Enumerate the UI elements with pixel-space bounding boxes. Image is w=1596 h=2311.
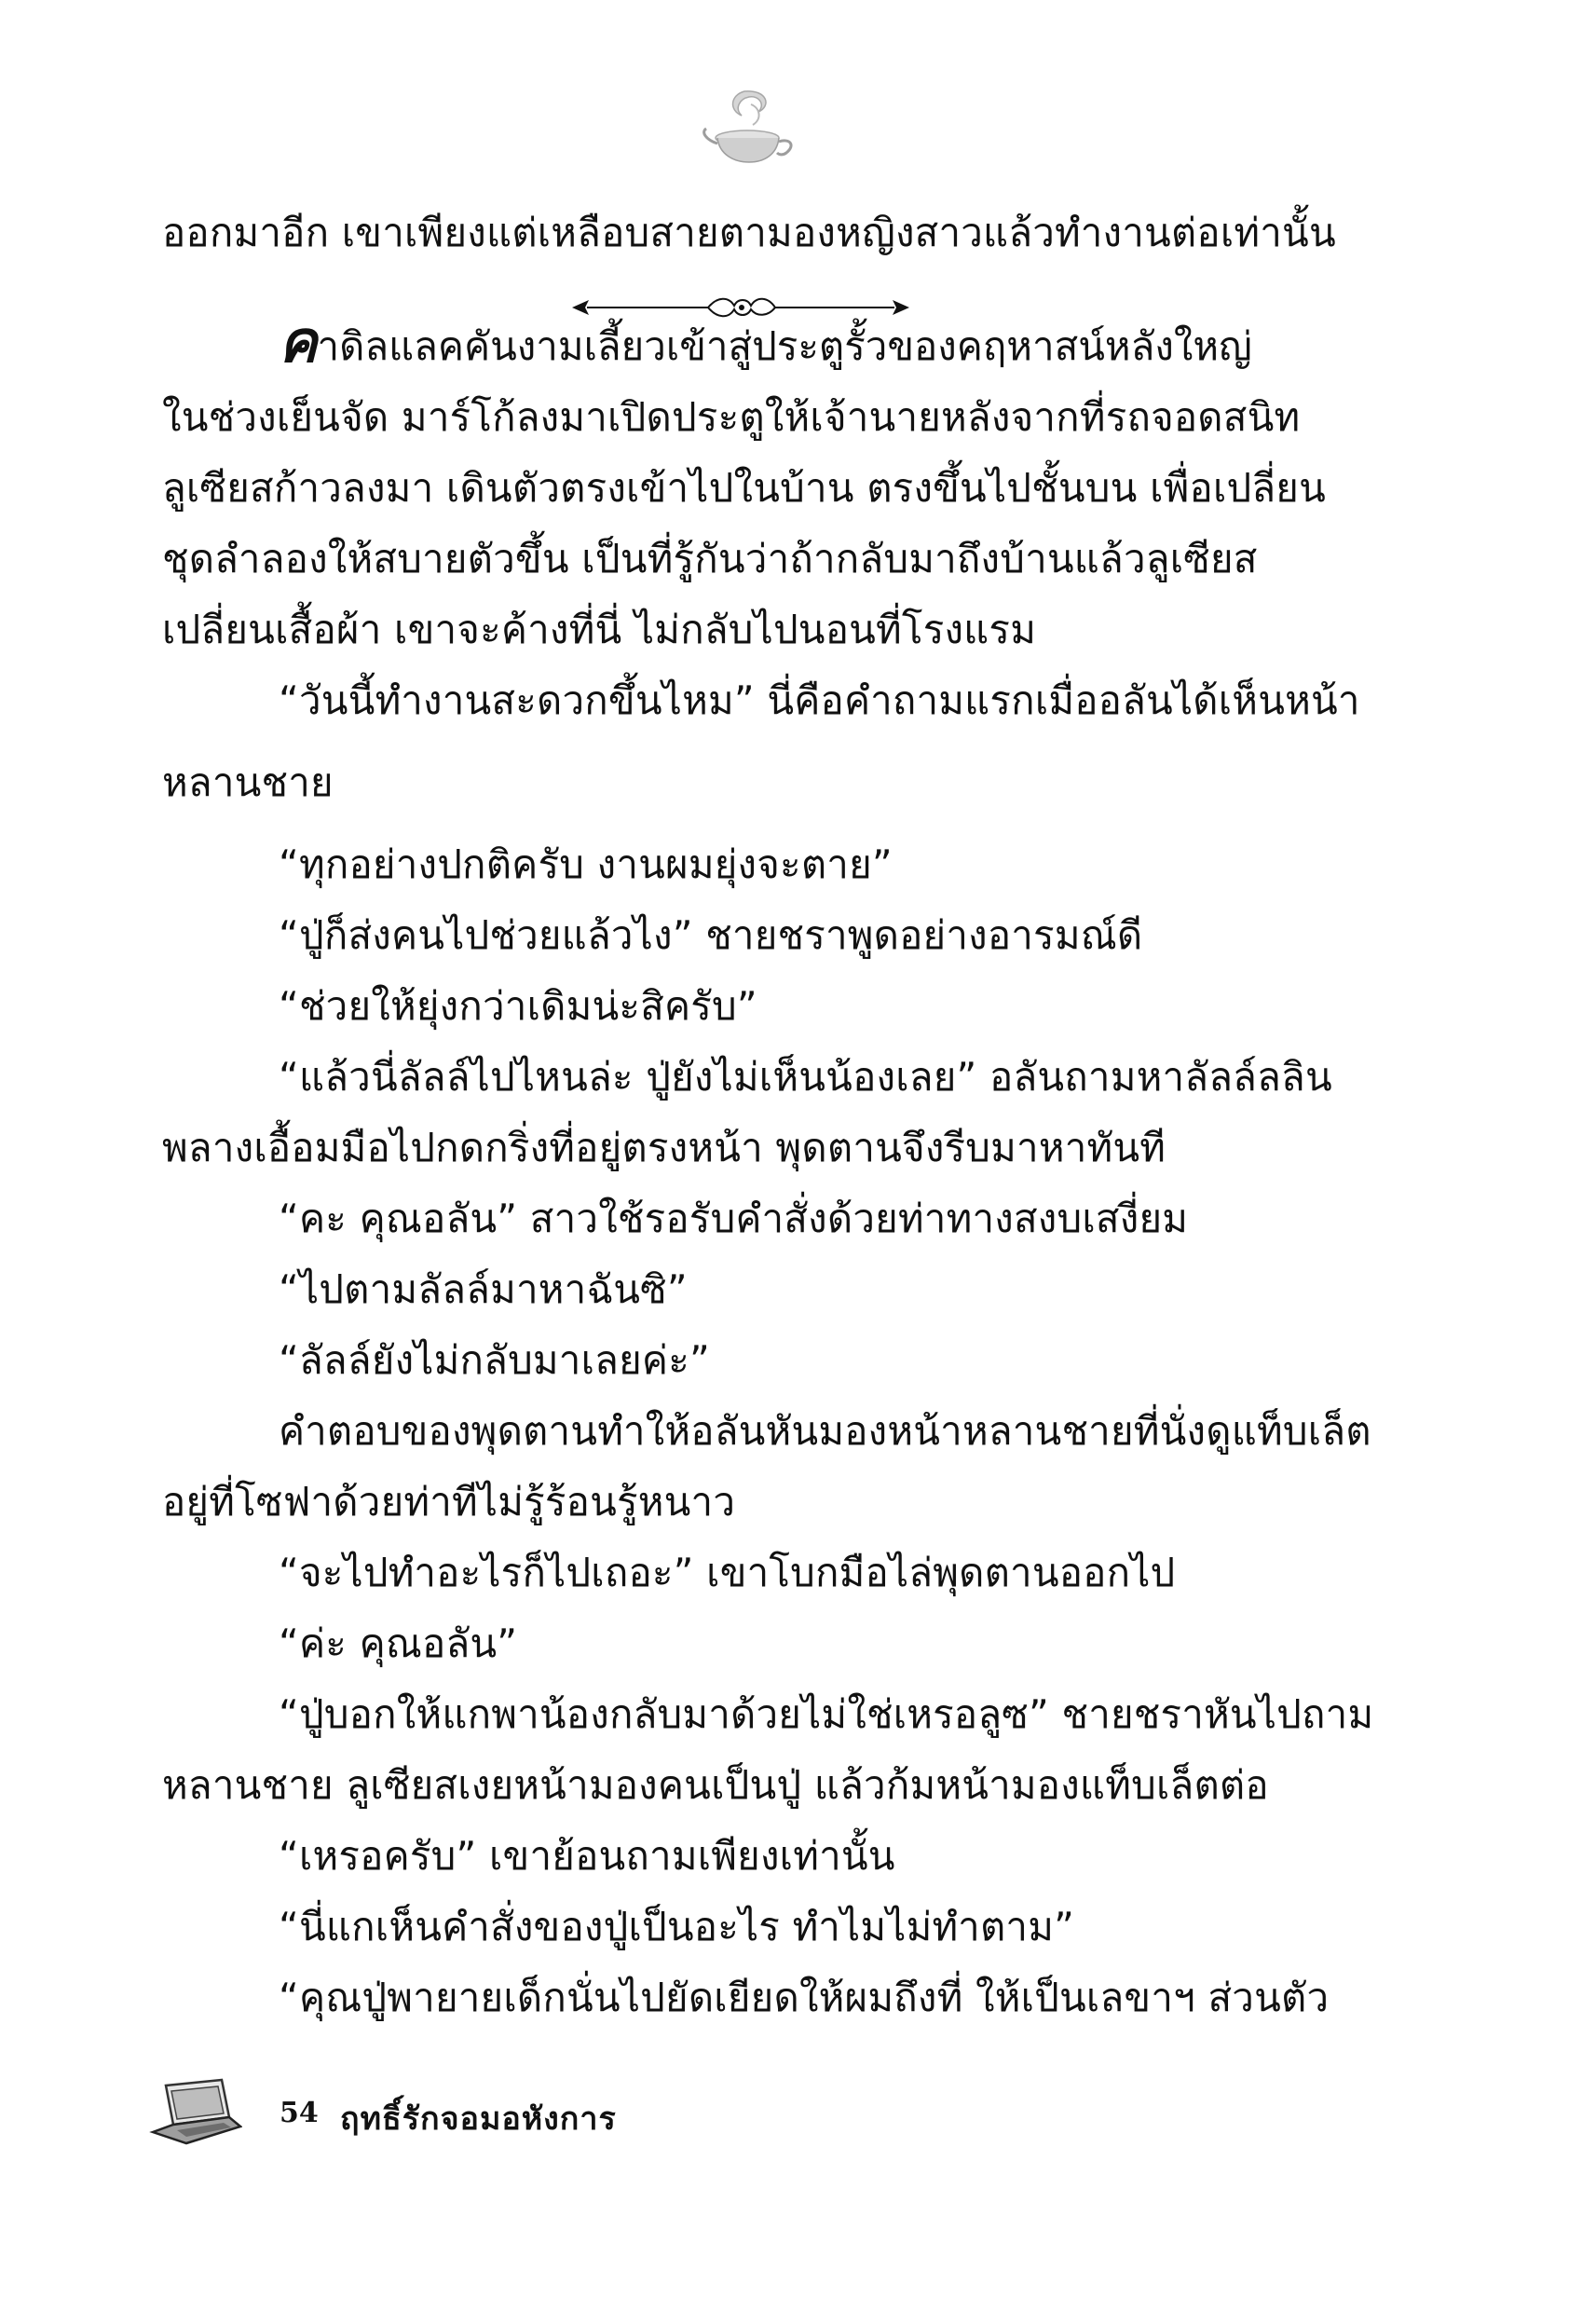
body-text bbox=[162, 198, 1374, 2033]
text-line: “ปู่ก็ส่งคนไปช่วยแล้วไง” ชายชราพูดอย่างอารมณ์ดี bbox=[279, 912, 1143, 958]
book-title: ฤทธิ์รักจอมอหังการ bbox=[340, 2100, 617, 2138]
text-line: “แล้วนี่ลัลล์ไปไหนล่ะ ปู่ยังไม่เห็นน้องเลย” อลันถามหาลัลล์ลลิน bbox=[279, 1054, 1332, 1100]
text-line: ในช่วงเย็นจัด มาร์โก้ลงมาเปิดประตูให้เจ้านายหลังจากที่รถจอดสนิท bbox=[162, 394, 1301, 440]
drop-cap: ค bbox=[279, 308, 318, 376]
text-line: คำตอบของพุดตานทำให้อลันหันมองหน้าหลานชายที่นั่งดูแท็บเล็ต bbox=[279, 1408, 1371, 1454]
text-line: ชุดลำลองให้สบายตัวขึ้น เป็นที่รู้กันว่าถ้ากลับมาถึงบ้านแล้วลูเซียส bbox=[162, 536, 1258, 581]
text-line: าดิลแลคคันงามเลี้ยวเข้าสู่ประตูรั้วของคฤหาสน์หลังใหญ่ bbox=[317, 323, 1252, 369]
page-footer bbox=[149, 2076, 801, 2151]
text-line: “คะ คุณอลัน” สาวใช้รอรับคำสั่งด้วยท่าทางสงบเสงี่ยม bbox=[279, 1196, 1189, 1241]
text-line: “ลัลล์ยังไม่กลับมาเลยค่ะ” bbox=[279, 1337, 710, 1383]
text-line: อยู่ที่โซฟาด้วยท่าทีไม่รู้ร้อนรู้หนาว bbox=[162, 1479, 736, 1525]
text-line: “ไปตามลัลล์มาหาฉันซิ” bbox=[279, 1266, 688, 1312]
text-line: “ทุกอย่างปกติครับ งานผมยุ่งจะตาย” bbox=[279, 841, 893, 887]
text-line: “ช่วยให้ยุ่งกว่าเดิมน่ะสิครับ” bbox=[279, 983, 757, 1029]
text-line: “คุณปู่พายายเด็กนั่นไปยัดเยียดให้ผมถึงที่ ให้เป็นเลขาฯ ส่วนตัว bbox=[279, 1975, 1330, 2020]
text-line: ลูเซียสก้าวลงมา เดินตัวตรงเข้าไปในบ้าน ตรงขึ้นไปชั้นบน เพื่อเปลี่ยน bbox=[162, 465, 1327, 511]
text-line: หลานชาย bbox=[162, 759, 334, 805]
text-line: “นี่แกเห็นคำสั่งของปู่เป็นอะไร ทำไมไม่ทำตาม” bbox=[279, 1904, 1075, 1949]
teapot-genie-ornament-icon bbox=[693, 84, 805, 168]
chapter-opening-line bbox=[162, 308, 1345, 382]
page-number: 54 bbox=[280, 2097, 319, 2129]
text-line: “วันนี้ทำงานสะดวกขึ้นไหม” นี่คือคำถามแรกเมื่ออลันได้เห็นหน้า bbox=[279, 677, 1360, 723]
text-line: หลานชาย ลูเซียสเงยหน้ามองคนเป็นปู่ แล้วก้มหน้ามองแท็บเล็ตต่อ bbox=[162, 1762, 1269, 1808]
text-line: “เหรอครับ” เขาย้อนถามเพียงเท่านั้น bbox=[279, 1833, 895, 1879]
text-line: พลางเอื้อมมือไปกดกริ่งที่อยู่ตรงหน้า พุดตานจึงรีบมาหาทันที bbox=[162, 1125, 1166, 1170]
text-line: ออกมาอีก เขาเพียงแต่เหลือบสายตามองหญิงสาวแล้วทำงานต่อเท่านั้น bbox=[162, 210, 1336, 255]
laptop-icon bbox=[149, 2076, 242, 2151]
text-line: “จะไปทำอะไรก็ไปเถอะ” เขาโบกมือไล่พุดตานออกไป bbox=[279, 1550, 1176, 1595]
text-line: “ค่ะ คุณอลัน” bbox=[279, 1620, 518, 1666]
text-line: เปลี่ยนเสื้อผ้า เขาจะค้างที่นี่ ไม่กลับไปนอนที่โรงแรม bbox=[162, 607, 1037, 652]
text-line: “ปู่บอกให้แกพาน้องกลับมาด้วยไม่ใช่เหรอลูซ” ชายชราหันไปถาม bbox=[279, 1691, 1374, 1737]
